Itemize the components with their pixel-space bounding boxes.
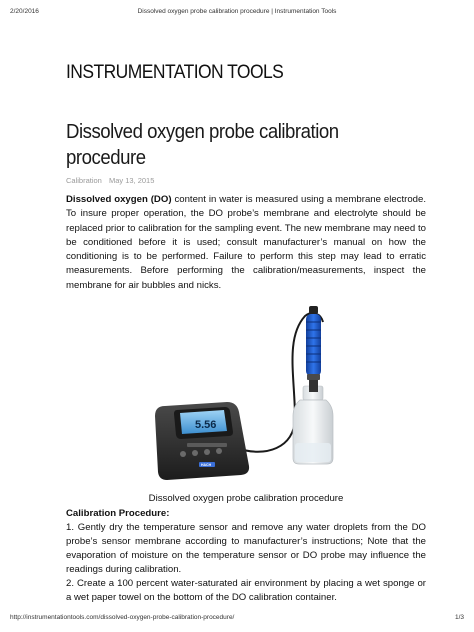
article-figure — [145, 298, 349, 484]
procedure-step: 2. Create a 100 percent water-saturated air environment by placing a wet sponge or a wet paper towel on the bottom of the DO calibration container. — [66, 578, 426, 603]
calibration-procedure — [66, 507, 426, 605]
procedure-heading: Calibration Procedure: — [66, 508, 170, 519]
article-category-link[interactable]: Calibration — [66, 176, 102, 185]
print-date: 2/20/2016 — [10, 8, 39, 15]
figure-caption: Dissolved oxygen probe calibration procedure — [148, 493, 344, 504]
procedure-step: 1. Gently dry the temperature sensor and remove any water droplets from the DO probe’s sensor membrane according to manufacturer’s instructions; Note that the evaporation of moisture on the temperature sensor or DO probe may influence the readings during calibration. — [66, 522, 426, 575]
do-probe — [306, 306, 321, 392]
page-number: 1/3 — [454, 614, 464, 621]
do-meter-image — [145, 298, 349, 484]
do-meter — [155, 402, 249, 480]
print-page-title: Dissolved oxygen probe calibration procedure | Instrumentation Tools — [137, 8, 337, 15]
meter-brand-label: HACH — [201, 463, 212, 467]
page-url-link[interactable]: http://instrumentationtools.com/dissolved-oxygen-probe-calibration-procedure/ — [10, 614, 235, 621]
meter-display-value: 5.56 — [195, 419, 217, 431]
article-date: May 13, 2015 — [108, 176, 155, 185]
article-title: Dissolved oxygen probe calibration procedure — [66, 121, 339, 169]
print-header — [10, 8, 464, 18]
print-footer — [10, 614, 464, 624]
site-title[interactable]: INSTRUMENTATION TOOLS — [66, 62, 284, 83]
intro-text: content in water is measured using a membrane electrode. To insure proper operation, the DO probe’s membrane and electrolyte should be replaced prior to calibration for the sampling event. The new membrane may need to be conditioned before it is used; consult manufacturer’s manual on how the conditioning is to be performed. Failure to perform this step may lead to erratic measurements. Before performing the calibration/measurements, inspect the membrane for air bubbles and nicks. — [66, 194, 427, 291]
article-meta — [66, 176, 154, 185]
article-intro — [66, 193, 426, 293]
intro-bold-term: Dissolved oxygen (DO) — [66, 194, 172, 205]
